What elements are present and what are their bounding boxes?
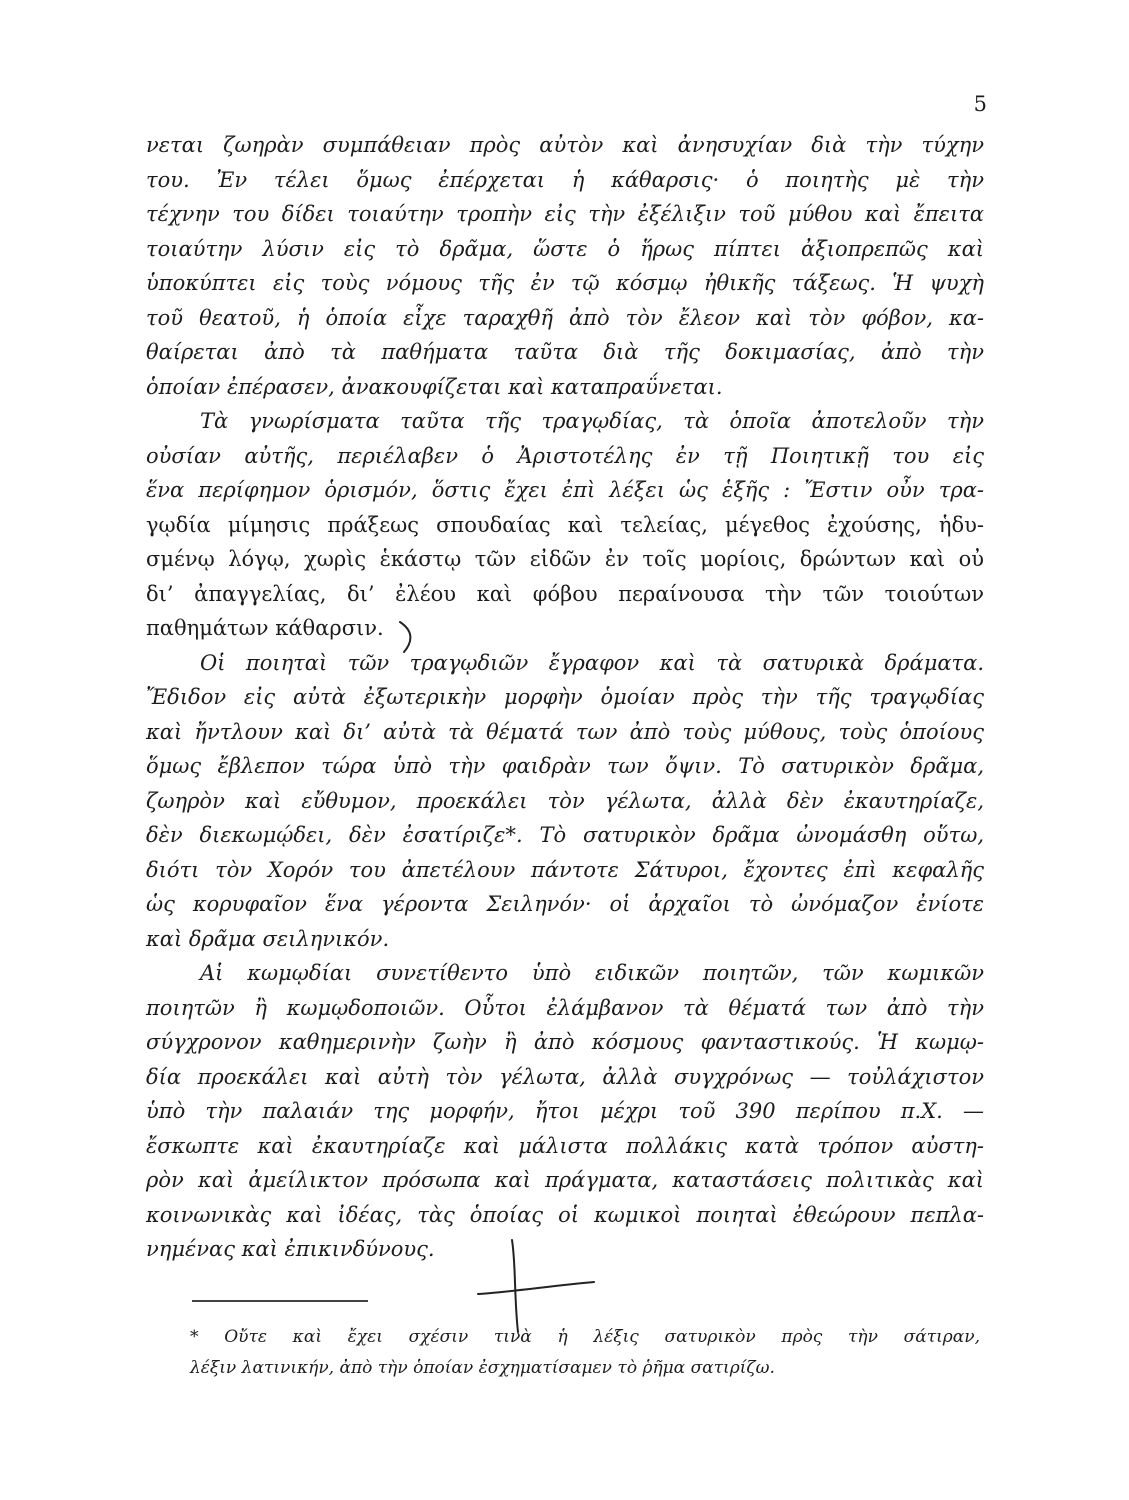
footnote-line: * Οὔτε καὶ ἔχει σχέσιν τινὰ ἡ λέξις σατυρικὸν πρὸς τὴν σάτιραν, — [190, 1327, 980, 1347]
text-line: σύγχρονον καθημερινὴν ζωὴν ἢ ἀπὸ κόσμους φανταστικούς. Ἡ κωμῳ- — [146, 1030, 984, 1054]
text-line: οὐσίαν αὐτῆς, περιέλαβεν ὁ Ἀριστοτέλης ἐν τῇ Ποιητικῇ του εἰς — [146, 443, 984, 468]
footnote-line: λέξιν λατινικήν, ἀπὸ τὴν ὁποίαν ἐσχηματίσαμεν τὸ ῥῆμα σατιρίζω. — [190, 1358, 775, 1378]
text-line: ἔσκωπτε καὶ ἐκαυτηρίαζε καὶ μάλιστα πολλάκις κατὰ τρόπον αὐστη- — [146, 1133, 984, 1158]
quote-line: σμένῳ λόγῳ, χωρὶς ἑκάστῳ τῶν εἰδῶν ἐν τοῖς μορίοις, δρώντων καὶ οὐ — [146, 547, 984, 571]
footnote-separator — [192, 1300, 368, 1302]
text-line: τέχνην του δίδει τοιαύτην τροπὴν εἰς τὴν ἐξέλιξιν τοῦ μύθου καὶ ἔπειτα — [146, 202, 984, 226]
text-line: δὲν διεκωμῴδει, δὲν ἐσατίριζε*. Τὸ σατυρικὸν δρᾶμα ὠνομάσθη οὕτω, — [146, 823, 984, 847]
text-line: του. Ἐν τέλει ὅμως ἐπέρχεται ἡ κάθαρσις· ὁ ποιητὴς μὲ τὴν — [146, 167, 984, 192]
handwritten-cross-mark — [470, 1236, 600, 1336]
quote-line: γῳδία μίμησις πράξεως σπουδαίας καὶ τελείας, μέγεθος ἐχούσης, ἡδυ- — [146, 512, 984, 537]
text-line: ὑπὸ τὴν παλαιάν της μορφήν, ἤτοι μέχρι τοῦ 390 περίπου π.Χ. — — [146, 1099, 984, 1123]
text-line: νεται ζωηρὰν συμπάθειαν πρὸς αὐτὸν καὶ ἀνησυχίαν διὰ τὴν τύχην — [146, 133, 984, 157]
quote-line: παθημάτων κάθαρσιν. — [146, 616, 384, 640]
text-line: ὁποίαν ἐπέρασεν, ἀνακουφίζεται καὶ καταπραΰνεται. — [146, 374, 723, 399]
text-line: κοινωνικὰς καὶ ἰδέας, τὰς ὁποίας οἱ κωμικοὶ ποιηταὶ ἐθεώρουν πεπλα- — [146, 1202, 984, 1227]
text-line: καὶ ἤντλουν καὶ δι’ αὐτὰ τὰ θέματά των ἀπὸ τοὺς μύθους, τοὺς ὁποίους — [146, 719, 984, 744]
paragraph-3 — [146, 646, 984, 957]
text-line: τοιαύτην λύσιν εἰς τὸ δρᾶμα, ὥστε ὁ ἥρως πίπτει ἀξιοπρεπῶς καὶ — [146, 236, 984, 261]
footnote — [190, 1322, 980, 1384]
text-line: δία προεκάλει καὶ αὐτὴ τὸν γέλωτα, ἀλλὰ συγχρόνως — τοὐλάχιστον — [146, 1064, 984, 1089]
handwritten-bracket-mark — [396, 618, 420, 658]
text-line: Οἱ ποιηταὶ τῶν τραγῳδιῶν ἔγραφον καὶ τὰ σατυρικὰ δράματα. — [200, 650, 984, 675]
text-line: Τὰ γνωρίσματα ταῦτα τῆς τραγῳδίας, τὰ ὁποῖα ἀποτελοῦν τὴν — [200, 409, 984, 433]
paragraph-2 — [146, 404, 984, 646]
text-line: ὑποκύπτει εἰς τοὺς νόμους τῆς ἐν τῷ κόσμῳ ἠθικῆς τάξεως. Ἡ ψυχὴ — [146, 271, 984, 295]
text-line: ρὸν καὶ ἀμείλικτον πρόσωπα καὶ πράγματα, καταστάσεις πολιτικὰς καὶ — [146, 1168, 984, 1192]
text-line: ζωηρὸν καὶ εὔθυμον, προεκάλει τὸν γέλωτα, ἀλλὰ δὲν ἐκαυτηρίαζε, — [146, 788, 984, 813]
text-line: Ἔδιδον εἰς αὐτὰ ἐξωτερικὴν μορφὴν ὁμοίαν πρὸς τὴν τῆς τραγῳδίας — [146, 685, 984, 709]
text-line: ὅμως ἔβλεπον τώρα ὑπὸ τὴν φαιδρὰν των ὄψιν. Τὸ σατυρικὸν δρᾶμα, — [146, 754, 984, 778]
text-line: τοῦ θεατοῦ, ἡ ὁποία εἶχε ταραχθῆ ἀπὸ τὸν ἔλεον καὶ τὸν φόβον, κα- — [146, 305, 984, 330]
text-line: νημένας καὶ ἐπικινδύνους. — [146, 1237, 435, 1261]
text-line: ποιητῶν ἢ κωμῳδοποιῶν. Οὗτοι ἐλάμβανον τὰ θέματά των ἀπὸ τὴν — [146, 995, 984, 1020]
text-line: ὡς κορυφαῖον ἕνα γέροντα Σειληνόν· οἱ ἀρχαῖοι τὸ ὠνόμαζον ἐνίοτε — [146, 892, 984, 916]
text-line: Αἱ κωμῳδίαι συνετίθεντο ὑπὸ ειδικῶν ποιητῶν, τῶν κωμικῶν — [200, 961, 984, 985]
text-line: θαίρεται ἀπὸ τὰ παθήματα ταῦτα διὰ τῆς δοκιμασίας, ἀπὸ τὴν — [146, 340, 984, 364]
body-text — [146, 128, 984, 1267]
quote-line: δι’ ἀπαγγελίας, δι’ ἐλέου καὶ φόβου περαίνουσα τὴν τῶν τοιούτων — [146, 581, 984, 606]
paragraph-1 — [146, 128, 984, 404]
text-line: ἕνα περίφημον ὁρισμόν, ὅστις ἔχει ἐπὶ λέξει ὡς ἑξῆς : Ἔστιν οὖν τρα- — [146, 478, 984, 502]
text-line: καὶ δρᾶμα σειληνικόν. — [146, 926, 390, 951]
paragraph-4 — [146, 956, 984, 1267]
text-line: διότι τὸν Χορόν του ἀπετέλουν πάντοτε Σάτυροι, ἔχοντες ἐπὶ κεφαλῆς — [146, 857, 984, 882]
page-number: 5 — [973, 92, 987, 116]
